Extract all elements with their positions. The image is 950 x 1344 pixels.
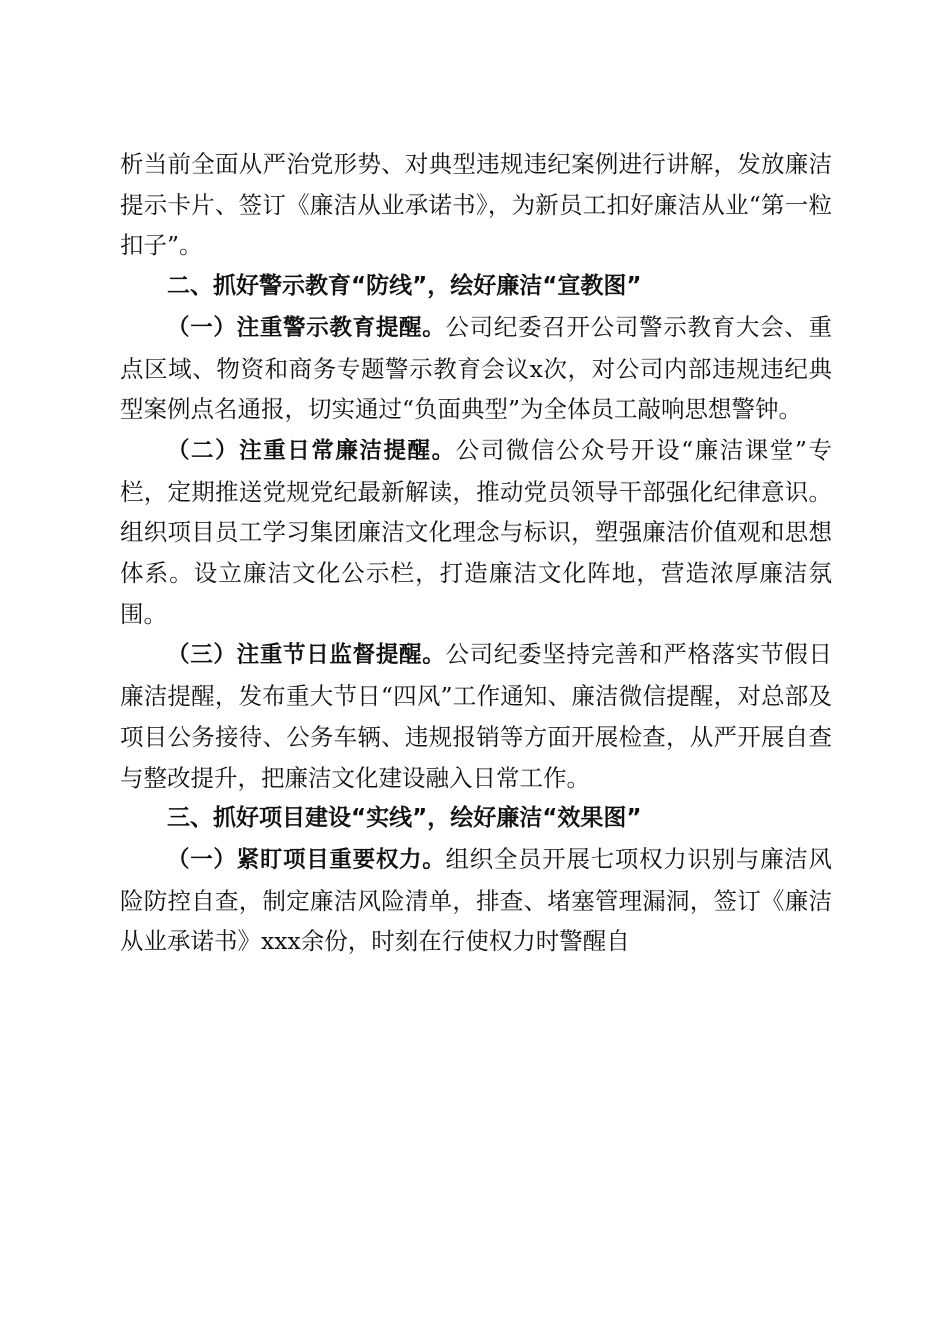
paragraph-text: 组织全员开展七项权力识别与廉洁风险防控自查，制定廉洁风险清单，排查、堵塞管理漏洞，签订《廉洁从业承诺书》xxx余份，时刻在行使权力时警醒自: [120, 844, 832, 956]
paragraph-title: （一）紧盯项目重要权力。: [167, 846, 446, 873]
section2-paragraph-3: [120, 634, 832, 798]
paragraph-text: 公司纪委召开公司警示教育大会、重点区域、物资和商务专题警示教育会议x次，对公司内部违规违纪典型案例点名通报，切实通过“负面典型”为全体员工敲响思想警钟。: [120, 312, 832, 424]
paragraph-text: 公司微信公众号开设“廉洁课堂”专栏，定期推送党规党纪最新解读，推动党员领导干部强化纪律意识。组织项目员工学习集团廉洁文化理念与标识，塑强廉洁价值观和思想体系。设立廉洁文化公示栏，打造廉洁文化阵地，营造浓厚廉洁氛围。: [120, 435, 832, 628]
paragraph-title: （三）注重节日监督提醒。: [167, 642, 446, 669]
continued-paragraph: 析当前全面从严治党形势、对典型违规违纪案例进行讲解，发放廉洁提示卡片、签订《廉洁从业承诺书》，为新员工扣好廉洁从业“第一粒扣子”。: [120, 150, 832, 260]
paragraph-title: （二）注重日常廉洁提醒。: [167, 437, 456, 464]
paragraph-text: 公司纪委坚持完善和严格落实节假日廉洁提醒，发布重大节日“四风”工作通知、廉洁微信提醒，对总部及项目公务接待、公务车辆、违规报销等方面开展检查，从严开展自查与整改提升，把廉洁文化建设融入日常工作。: [120, 640, 832, 792]
section-heading-3: 三、抓好项目建设“实线”，绘好廉洁“效果图”: [167, 805, 642, 832]
document-body: [120, 144, 832, 962]
section2-paragraph-2: [120, 430, 832, 635]
section-heading-2: 二、抓好警示教育“防线”，绘好廉洁“宣教图”: [167, 273, 642, 300]
section2-paragraph-1: [120, 307, 832, 430]
section3-paragraph-1: [120, 839, 832, 962]
paragraph-title: （一）注重警示教育提醒。: [167, 314, 446, 341]
